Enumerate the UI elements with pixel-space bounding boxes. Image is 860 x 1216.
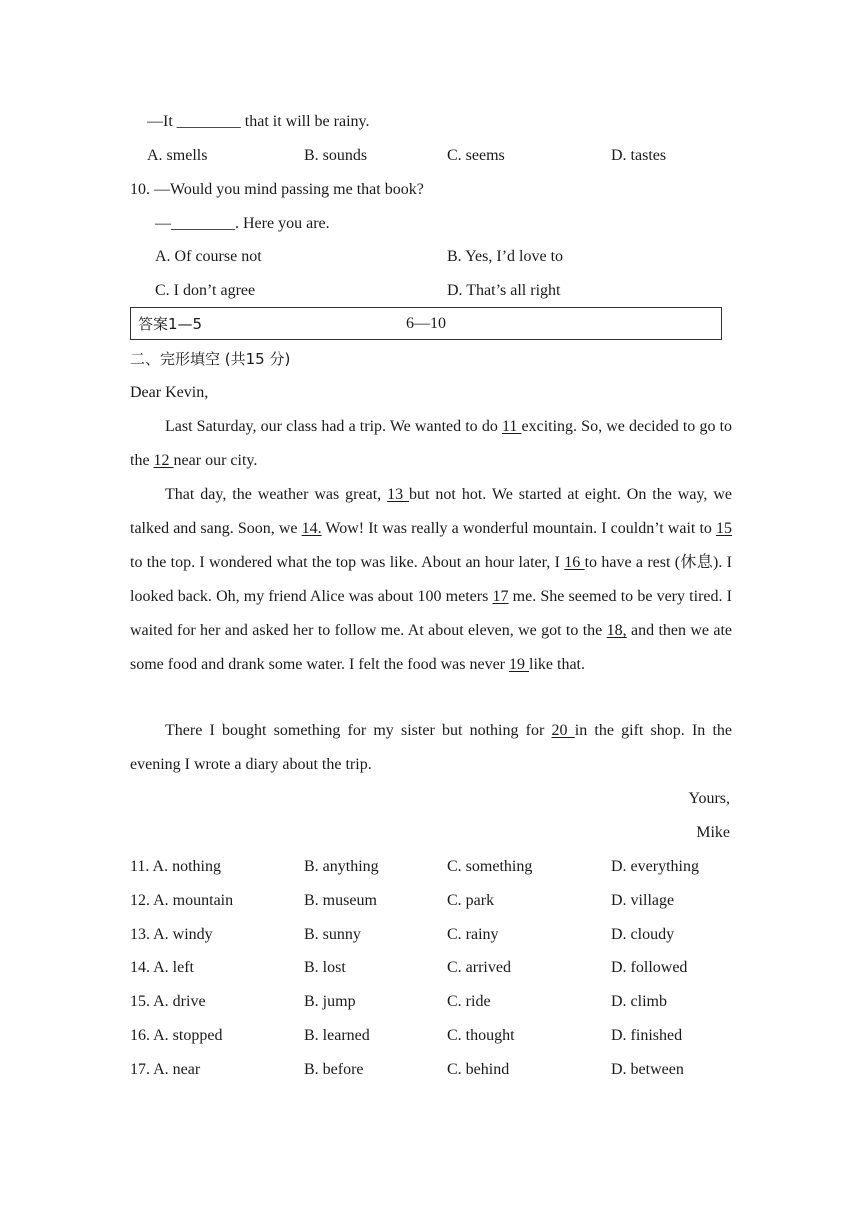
choice-11-a: 11. A. nothing (130, 858, 221, 875)
choice-12-d: D. village (611, 892, 675, 909)
letter-paragraph-3 (130, 714, 732, 782)
p1-text: near our city. (173, 452, 258, 469)
choice-15-a: 15. A. drive (130, 993, 206, 1010)
choice-17-c: C. behind (447, 1061, 510, 1078)
choice-17-b: B. before (304, 1061, 364, 1078)
choice-14-c: C. arrived (447, 959, 511, 976)
choice-16-c: C. thought (447, 1027, 515, 1044)
choice-13-d: D. cloudy (611, 926, 675, 943)
blank-20: 20 (551, 722, 575, 739)
p2-text: Wow! It was really a wonderful mountain. I couldn’t wait to (321, 520, 717, 537)
q10-option-d: D. That’s all right (447, 282, 561, 299)
choice-12-a: 12. A. mountain (130, 892, 234, 909)
p2-text: me. She seemed to be very tired. I waited for her and asked her to follow me. At about eleven, we got to the (130, 588, 733, 639)
choice-14-b: B. lost (304, 959, 346, 976)
letter-greeting: Dear Kevin, (130, 384, 209, 401)
blank-11: 11 (501, 418, 522, 435)
q10-option-a: A. Of course not (155, 248, 262, 265)
choice-14-a: 14. A. left (130, 959, 194, 976)
q10-option-c: C. I don’t agree (155, 282, 256, 299)
q9-option-d: D. tastes (611, 147, 667, 164)
answer-label-1-5: 答案1—5 (138, 315, 203, 333)
q9-option-a: A. smells (147, 147, 208, 164)
p2-text: but not hot. We started at eight. On the way, we talked and sang. Soon, we (130, 486, 733, 537)
choice-13-b: B. sunny (304, 926, 361, 943)
p1-text: exciting. So, we decided to go to the (130, 418, 733, 469)
choice-13-a: 13. A. windy (130, 926, 213, 943)
p3-text: There I bought something for my sister but nothing for (165, 722, 552, 739)
p2-text: to the top. I wondered what the top was like. About an hour later, I (130, 554, 565, 571)
section-heading: 二、完形填空 (共15 分) (130, 350, 291, 368)
blank-17: 17 (492, 588, 509, 605)
choice-11-d: D. everything (611, 858, 699, 875)
choice-13-c: C. rainy (447, 926, 499, 943)
choice-15-b: B. jump (304, 993, 356, 1010)
blank-19: 19 (509, 656, 529, 673)
choice-15-d: D. climb (611, 993, 667, 1010)
choice-12-c: C. park (447, 892, 495, 909)
choice-16-a: 16. A. stopped (130, 1027, 223, 1044)
blank-14: 14. (301, 520, 322, 537)
choice-15-c: C. ride (447, 993, 491, 1010)
q9-option-c: C. seems (447, 147, 505, 164)
choice-16-b: B. learned (304, 1027, 370, 1044)
blank-18: 18, (606, 622, 627, 639)
choice-17-d: D. between (611, 1061, 684, 1078)
p2-text: That day, the weather was great, (165, 486, 388, 503)
letter-paragraph-1 (130, 410, 732, 478)
choice-11-c: C. something (447, 858, 533, 875)
letter-paragraph-2 (130, 478, 732, 682)
choice-14-d: D. followed (611, 959, 688, 976)
p2-text: and then we ate some food and drank some water. I felt the food was never (130, 622, 733, 673)
letter-closing: Yours, (688, 790, 730, 807)
p3-text: in the gift shop. In the evening I wrote a diary about the trip. (130, 722, 733, 773)
choice-11-b: B. anything (304, 858, 379, 875)
q10-reply: —________. Here you are. (155, 215, 330, 232)
blank-13: 13 (387, 486, 410, 503)
q9-option-b: B. sounds (304, 147, 368, 164)
blank-15: 15 (716, 520, 733, 537)
blank-16: 16 (564, 554, 585, 571)
q10-question: 10. —Would you mind passing me that book? (130, 181, 424, 198)
answer-label-6-10: 6—10 (406, 315, 446, 332)
letter-signature: Mike (696, 824, 730, 841)
blank-12: 12 (153, 452, 174, 469)
choice-17-a: 17. A. near (130, 1061, 201, 1078)
choice-12-b: B. museum (304, 892, 377, 909)
q9-reply: —It ________ that it will be rainy. (147, 113, 370, 130)
choice-16-d: D. finished (611, 1027, 683, 1044)
p1-text: Last Saturday, our class had a trip. We wanted to do (165, 418, 502, 435)
p2-text: like that. (529, 656, 585, 673)
q10-option-b: B. Yes, I’d love to (447, 248, 564, 265)
p2-text: to have a rest (休息). I looked back. Oh, my friend Alice was about 100 meters (130, 554, 733, 605)
